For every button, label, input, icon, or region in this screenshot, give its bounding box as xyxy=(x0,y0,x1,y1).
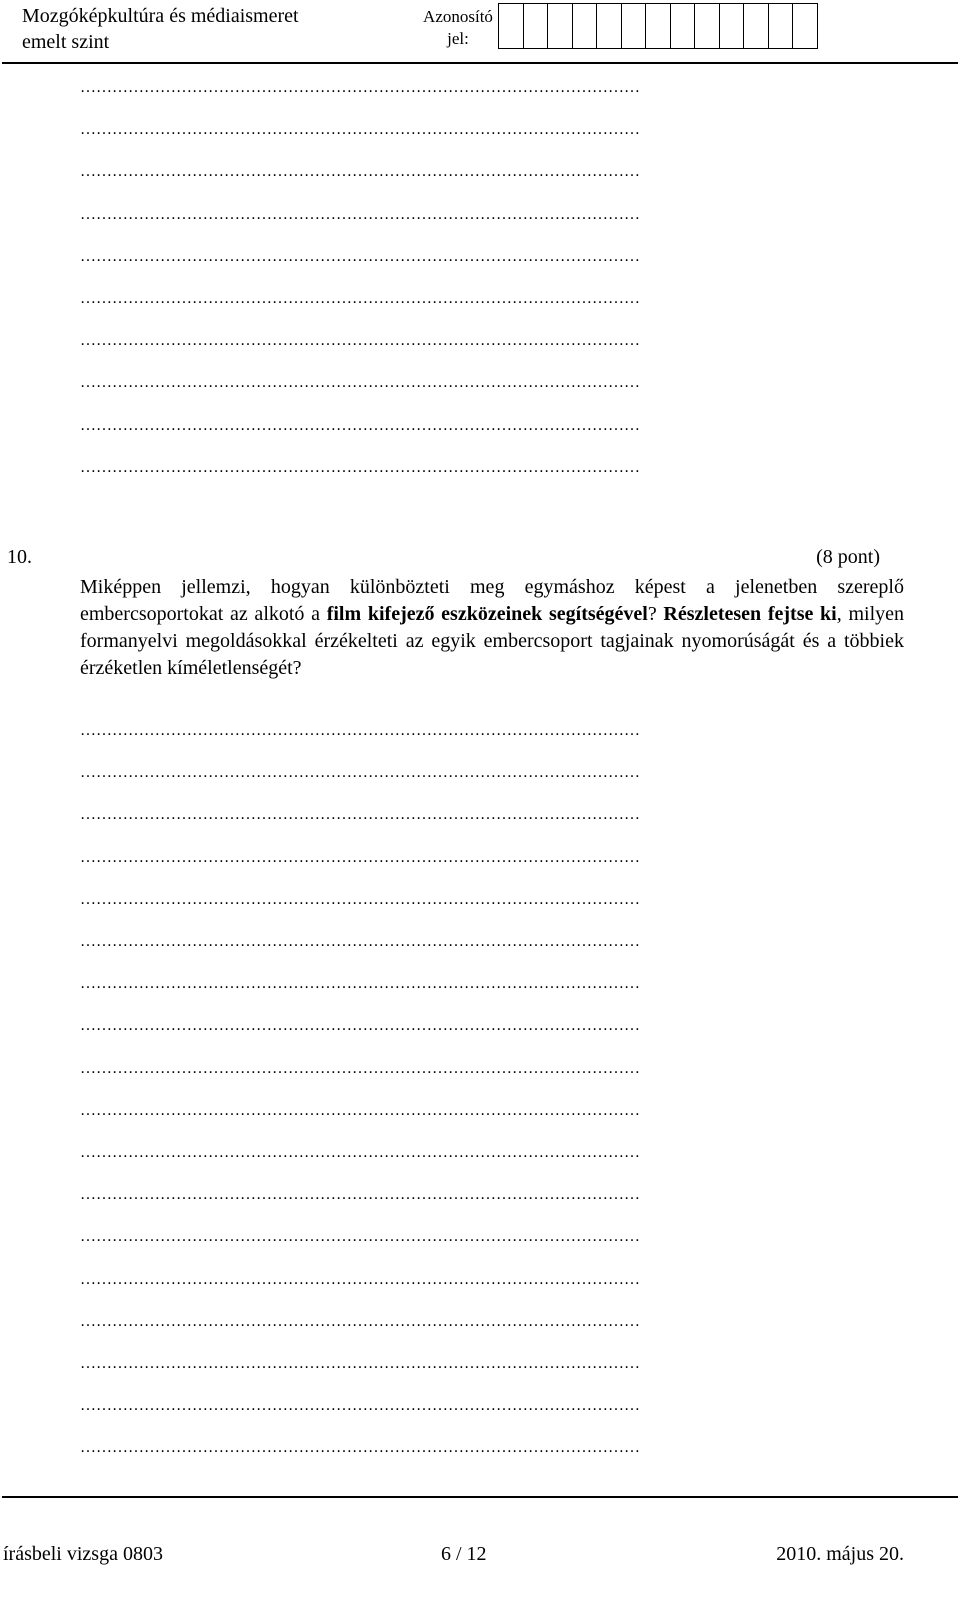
answer-line: …………………………………………………………………………………………… xyxy=(80,723,640,739)
footer-exam: írásbeli vizsga 0803 xyxy=(3,1543,163,1565)
id-label xyxy=(422,6,494,50)
id-box xyxy=(670,3,696,49)
answer-line: …………………………………………………………………………………………… xyxy=(80,1356,640,1372)
answer-line: …………………………………………………………………………………………… xyxy=(80,80,640,96)
id-box xyxy=(498,3,524,49)
question-text xyxy=(80,574,904,682)
header-rule xyxy=(2,62,958,64)
answer-line: …………………………………………………………………………………………… xyxy=(80,1313,640,1330)
id-box xyxy=(596,3,622,49)
footer-rule xyxy=(2,1496,958,1498)
id-box xyxy=(645,3,671,49)
answer-line: …………………………………………………………………………………………… xyxy=(80,164,640,181)
id-box xyxy=(621,3,647,49)
answer-line: …………………………………………………………………………………………… xyxy=(80,248,640,265)
answer-line: …………………………………………………………………………………………… xyxy=(80,206,640,223)
answer-line: …………………………………………………………………………………………… xyxy=(80,1060,640,1077)
page-header xyxy=(0,0,960,66)
id-box xyxy=(547,3,573,49)
id-box xyxy=(572,3,598,49)
answer-line: …………………………………………………………………………………………… xyxy=(80,1102,640,1119)
answer-line: …………………………………………………………………………………………… xyxy=(80,333,640,350)
header-subject: Mozgóképkultúra és médiaismeret xyxy=(22,5,299,27)
header-subject-block xyxy=(22,3,299,55)
question-text-part: , milyen formanyelvi megoldásokkal érzékelteti az egyik embercsoport tagjainak nyomorúságát és a többiek érzéketlen kíméletlenségét? xyxy=(80,603,904,679)
question-text-bold: Részletesen fejtse ki xyxy=(663,603,837,625)
question-text-part: ? xyxy=(647,603,664,625)
answer-line: …………………………………………………………………………………………… xyxy=(80,807,640,824)
question-number: 10. xyxy=(7,546,32,568)
question-points: (8 pont) xyxy=(816,546,880,568)
question-text-bold: film kifejező eszközeinek segítségével xyxy=(326,603,648,625)
id-box xyxy=(694,3,720,49)
id-box xyxy=(743,3,769,49)
answer-line: …………………………………………………………………………………………… xyxy=(80,375,640,392)
answer-line: …………………………………………………………………………………………… xyxy=(80,1229,640,1246)
id-label-line1: Azonosító xyxy=(423,7,493,26)
id-box xyxy=(719,3,745,49)
answer-line: …………………………………………………………………………………………… xyxy=(80,417,640,434)
answer-line: …………………………………………………………………………………………… xyxy=(80,765,640,782)
answer-line: …………………………………………………………………………………………… xyxy=(80,976,640,993)
id-boxes xyxy=(498,3,817,49)
answer-line: …………………………………………………………………………………………… xyxy=(80,291,640,307)
answer-line: …………………………………………………………………………………………… xyxy=(80,1440,640,1457)
answer-line: …………………………………………………………………………………………… xyxy=(80,1398,640,1415)
id-box xyxy=(768,3,794,49)
footer-page-number: 6 / 12 xyxy=(441,1543,487,1565)
answer-line: …………………………………………………………………………………………… xyxy=(80,1145,640,1161)
answer-line: …………………………………………………………………………………………… xyxy=(80,1018,640,1035)
answer-line: …………………………………………………………………………………………… xyxy=(80,1271,640,1288)
header-level: emelt szint xyxy=(22,31,110,53)
answer-line: …………………………………………………………………………………………… xyxy=(80,891,640,908)
answer-line: …………………………………………………………………………………………… xyxy=(80,934,640,950)
answer-line: …………………………………………………………………………………………… xyxy=(80,122,640,139)
answer-line: …………………………………………………………………………………………… xyxy=(80,459,640,476)
footer-date: 2010. május 20. xyxy=(776,1543,904,1565)
answer-line: …………………………………………………………………………………………… xyxy=(80,849,640,866)
id-label-line2: jel: xyxy=(447,29,469,48)
question-text-part: Miképpen jellemzi, hogyan különbözteti meg egymáshoz képest a jelenetben szereplő embercsoportokat az alkotó a xyxy=(80,576,904,625)
id-box xyxy=(523,3,549,49)
id-box xyxy=(792,3,818,49)
answer-line: …………………………………………………………………………………………… xyxy=(80,1187,640,1204)
